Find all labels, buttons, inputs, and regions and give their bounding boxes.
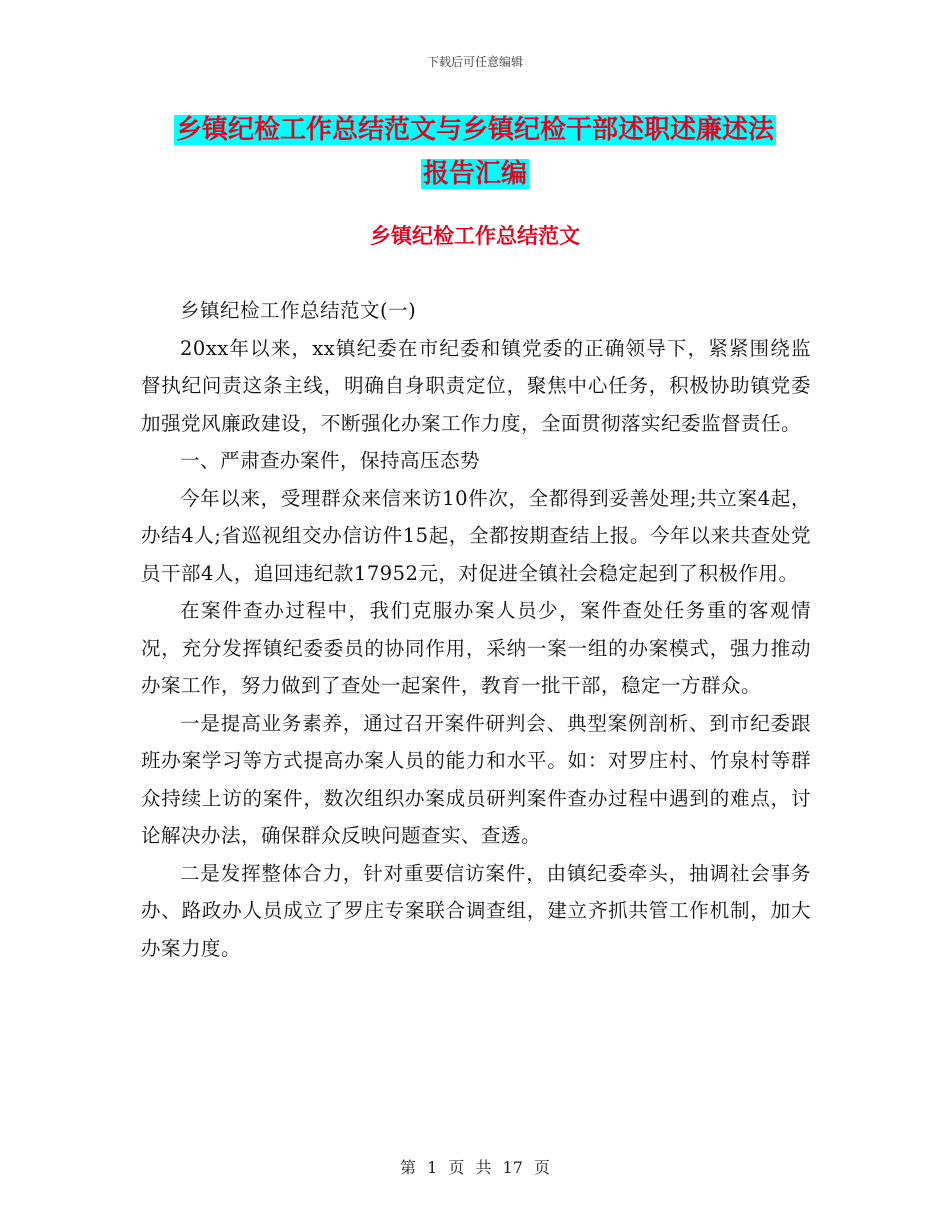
document-title-line1: 乡镇纪检工作总结范文与乡镇纪检干部述职述廉述法 <box>175 115 774 145</box>
page-footer: 第 1 页 共 17 页 <box>400 1158 550 1177</box>
header-note: 下载后可任意编辑 <box>426 55 523 69</box>
paragraph-point-1: 一是提高业务素养，通过召开案件研判会、典型案例剖析、到市纪委跟班办案学习等方式提高办案人员的能力和水平。如：对罗庄村、竹泉村等群众持续上访的案件，数次组织办案成员研判案件查办过程中遇到的难点，讨论解决办法，确保群众反映问题查实、查透。 <box>141 711 811 847</box>
paragraph-heading-1: 一、严肃查办案件，保持高压态势 <box>180 449 481 472</box>
paragraph-cases: 今年以来，受理群众来信来访10件次，全都得到妥善处理;共立案4起，办结4人;省巡视组交办信访件15起，全都按期查结上报。今年以来共查处党员干部4人，追回违纪款17952元，对促进全镇社会稳定起到了积极作用。 <box>141 486 811 585</box>
document-title-line2: 报告汇编 <box>422 159 527 189</box>
paragraph-subtitle: 乡镇纪检工作总结范文(一) <box>180 299 417 322</box>
paragraph-process: 在案件查办过程中，我们克服办案人员少，案件查处任务重的客观情况，充分发挥镇纪委委员的协同作用，采纳一案一组的办案模式，强力推动办案工作，努力做到了查处一起案件，教育一批干部，稳定一方群众。 <box>141 599 811 697</box>
section-title: 乡镇纪检工作总结范文 <box>370 224 580 248</box>
paragraph-intro: 20xx年以来，xx镇纪委在市纪委和镇党委的正确领导下，紧紧围绕监督执纪问责这条主线，明确自身职责定位，聚焦中心任务，积极协助镇党委加强党风廉政建设，不断强化办案工作力度，全面贯彻落实纪委监督责任。 <box>141 336 811 435</box>
document-body <box>141 292 811 967</box>
document-title <box>140 108 810 196</box>
paragraph-point-2: 二是发挥整体合力，针对重要信访案件，由镇纪委牵头，抽调社会事务办、路政办人员成立了罗庄专案联合调查组，建立齐抓共管工作机制，加大办案力度。 <box>141 861 811 960</box>
